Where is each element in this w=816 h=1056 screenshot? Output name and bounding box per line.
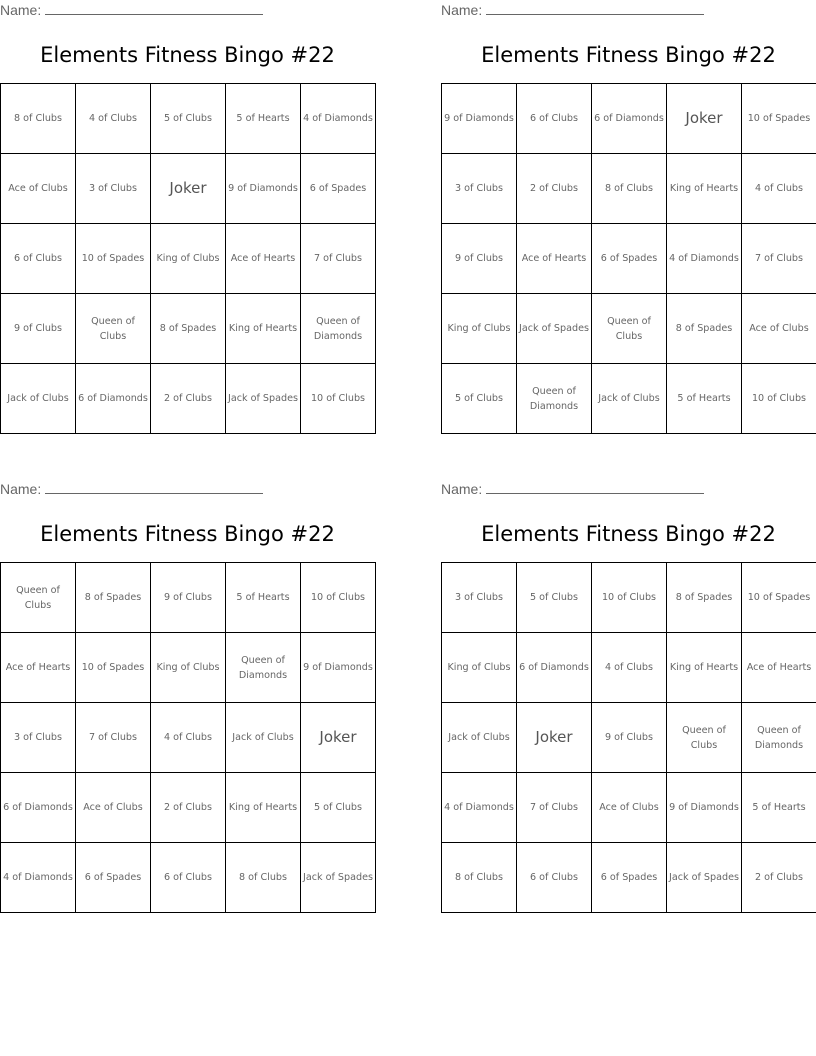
- bingo-cell: Jack of Spades: [226, 364, 301, 434]
- bingo-cell: Ace of Hearts: [517, 224, 592, 294]
- bingo-cell: Queen of Diamonds: [301, 294, 376, 364]
- card-title: Elements Fitness Bingo #22: [481, 522, 776, 546]
- bingo-cell: 4 of Diamonds: [442, 773, 517, 843]
- bingo-cell: King of Clubs: [442, 633, 517, 703]
- bingo-cell: King of Clubs: [442, 294, 517, 364]
- name-field[interactable]: [441, 0, 704, 20]
- grid-row: [442, 294, 816, 364]
- grid-row: [442, 773, 816, 843]
- bingo-cell: 6 of Clubs: [151, 843, 226, 913]
- bingo-cell: 10 of Clubs: [742, 364, 816, 434]
- name-label: Name:: [441, 481, 483, 497]
- grid-row: [1, 294, 376, 364]
- name-field[interactable]: [441, 479, 704, 499]
- bingo-cell: 5 of Hearts: [667, 364, 742, 434]
- bingo-cell: 9 of Diamonds: [667, 773, 742, 843]
- grid-row: [1, 703, 376, 773]
- grid-row: [442, 364, 816, 434]
- bingo-cell: 6 of Clubs: [1, 224, 76, 294]
- bingo-cell: King of Hearts: [226, 294, 301, 364]
- bingo-cell: Ace of Hearts: [1, 633, 76, 703]
- bingo-cell: 9 of Clubs: [151, 563, 226, 633]
- bingo-cell: Jack of Spades: [517, 294, 592, 364]
- bingo-cell: 6 of Diamonds: [592, 84, 667, 154]
- bingo-cell: Ace of Clubs: [76, 773, 151, 843]
- bingo-cell: 2 of Clubs: [742, 843, 816, 913]
- bingo-cell: 6 of Diamonds: [76, 364, 151, 434]
- bingo-grid: [441, 562, 816, 913]
- name-blank-line[interactable]: [45, 1, 263, 15]
- bingo-cell: 4 of Diamonds: [1, 843, 76, 913]
- bingo-cell: 10 of Spades: [742, 84, 816, 154]
- bingo-cell-joker: Joker: [151, 154, 226, 224]
- bingo-cell: 9 of Diamonds: [301, 633, 376, 703]
- bingo-cell: 5 of Clubs: [517, 563, 592, 633]
- bingo-cell: Jack of Clubs: [592, 364, 667, 434]
- bingo-cell: Ace of Clubs: [592, 773, 667, 843]
- bingo-cell: 10 of Clubs: [301, 563, 376, 633]
- grid-row: [442, 154, 816, 224]
- bingo-cell: 5 of Clubs: [301, 773, 376, 843]
- grid-row: [442, 224, 816, 294]
- bingo-cell: Queen of Diamonds: [742, 703, 816, 773]
- name-field[interactable]: [0, 0, 263, 20]
- bingo-cell: 9 of Clubs: [442, 224, 517, 294]
- bingo-cell: King of Hearts: [667, 154, 742, 224]
- bingo-cell: Ace of Clubs: [1, 154, 76, 224]
- bingo-grid: [441, 83, 816, 434]
- bingo-cell: 9 of Diamonds: [442, 84, 517, 154]
- bingo-cell: Jack of Clubs: [442, 703, 517, 773]
- bingo-cell: 10 of Clubs: [592, 563, 667, 633]
- bingo-cell: 9 of Diamonds: [226, 154, 301, 224]
- grid-row: [442, 843, 816, 913]
- name-label: Name:: [0, 481, 42, 497]
- bingo-cell: 5 of Clubs: [442, 364, 517, 434]
- bingo-cell: King of Hearts: [226, 773, 301, 843]
- bingo-cell: 8 of Spades: [667, 563, 742, 633]
- bingo-grid: [0, 562, 376, 913]
- bingo-cell: 10 of Spades: [742, 563, 816, 633]
- bingo-cell: 6 of Spades: [592, 843, 667, 913]
- bingo-cell: 9 of Clubs: [1, 294, 76, 364]
- bingo-cell: 8 of Clubs: [226, 843, 301, 913]
- bingo-cell: 4 of Clubs: [742, 154, 816, 224]
- bingo-cell-joker: Joker: [517, 703, 592, 773]
- bingo-cell: 4 of Clubs: [151, 703, 226, 773]
- bingo-cell: 6 of Clubs: [517, 843, 592, 913]
- bingo-cell: 5 of Hearts: [742, 773, 816, 843]
- bingo-cell: Queen of Clubs: [1, 563, 76, 633]
- grid-row: [1, 563, 376, 633]
- grid-row: [1, 633, 376, 703]
- bingo-cell: 8 of Spades: [667, 294, 742, 364]
- bingo-cell: Queen of Diamonds: [517, 364, 592, 434]
- card-title: Elements Fitness Bingo #22: [40, 43, 335, 67]
- bingo-cell: Queen of Clubs: [592, 294, 667, 364]
- bingo-cell: 4 of Clubs: [592, 633, 667, 703]
- bingo-cell: 6 of Spades: [76, 843, 151, 913]
- bingo-cell: Queen of Clubs: [667, 703, 742, 773]
- bingo-cell: 7 of Clubs: [76, 703, 151, 773]
- bingo-cell: 10 of Spades: [76, 224, 151, 294]
- bingo-cell: 4 of Diamonds: [301, 84, 376, 154]
- name-label: Name:: [0, 2, 42, 18]
- bingo-cell: 3 of Clubs: [442, 154, 517, 224]
- bingo-cell: 3 of Clubs: [442, 563, 517, 633]
- bingo-cell: Jack of Clubs: [1, 364, 76, 434]
- bingo-cell: 7 of Clubs: [742, 224, 816, 294]
- bingo-cell: Ace of Hearts: [742, 633, 816, 703]
- bingo-cell: 8 of Spades: [76, 563, 151, 633]
- bingo-cell: 6 of Spades: [301, 154, 376, 224]
- bingo-cell: Jack of Spades: [301, 843, 376, 913]
- bingo-cell: 4 of Clubs: [76, 84, 151, 154]
- bingo-cell-joker: Joker: [301, 703, 376, 773]
- bingo-cell: Jack of Clubs: [226, 703, 301, 773]
- name-label: Name:: [441, 2, 483, 18]
- bingo-cell: 2 of Clubs: [517, 154, 592, 224]
- grid-row: [442, 633, 816, 703]
- card-title: Elements Fitness Bingo #22: [481, 43, 776, 67]
- bingo-cell: 6 of Diamonds: [517, 633, 592, 703]
- bingo-cell: 4 of Diamonds: [667, 224, 742, 294]
- bingo-cell: Queen of Clubs: [76, 294, 151, 364]
- name-blank-line[interactable]: [486, 480, 704, 494]
- bingo-cell: 6 of Spades: [592, 224, 667, 294]
- bingo-cell: 3 of Clubs: [76, 154, 151, 224]
- name-blank-line[interactable]: [45, 480, 263, 494]
- bingo-cell: 8 of Spades: [151, 294, 226, 364]
- bingo-cell: 5 of Hearts: [226, 84, 301, 154]
- name-field[interactable]: [0, 479, 263, 499]
- grid-row: [1, 224, 376, 294]
- bingo-cell: 10 of Spades: [76, 633, 151, 703]
- bingo-cell: 10 of Clubs: [301, 364, 376, 434]
- bingo-cell: 5 of Clubs: [151, 84, 226, 154]
- bingo-cell: King of Hearts: [667, 633, 742, 703]
- bingo-cell: 8 of Clubs: [1, 84, 76, 154]
- bingo-cell: King of Clubs: [151, 224, 226, 294]
- grid-row: [442, 703, 816, 773]
- grid-row: [442, 563, 816, 633]
- bingo-cell: 6 of Diamonds: [1, 773, 76, 843]
- grid-row: [1, 773, 376, 843]
- bingo-cell: 8 of Clubs: [592, 154, 667, 224]
- card-title: Elements Fitness Bingo #22: [40, 522, 335, 546]
- bingo-cell: 5 of Hearts: [226, 563, 301, 633]
- bingo-cell: Queen of Diamonds: [226, 633, 301, 703]
- grid-row: [1, 843, 376, 913]
- grid-row: [1, 364, 376, 434]
- bingo-cell: 7 of Clubs: [517, 773, 592, 843]
- bingo-cell: 7 of Clubs: [301, 224, 376, 294]
- grid-row: [1, 154, 376, 224]
- bingo-cell: Jack of Spades: [667, 843, 742, 913]
- name-blank-line[interactable]: [486, 1, 704, 15]
- bingo-cell: 3 of Clubs: [1, 703, 76, 773]
- bingo-cell: Ace of Clubs: [742, 294, 816, 364]
- grid-row: [1, 84, 376, 154]
- bingo-cell: 6 of Clubs: [517, 84, 592, 154]
- bingo-cell: 2 of Clubs: [151, 773, 226, 843]
- bingo-cell: King of Clubs: [151, 633, 226, 703]
- bingo-cell: Ace of Hearts: [226, 224, 301, 294]
- bingo-grid: [0, 83, 376, 434]
- bingo-cell-joker: Joker: [667, 84, 742, 154]
- grid-row: [442, 84, 816, 154]
- bingo-cell: 8 of Clubs: [442, 843, 517, 913]
- bingo-cell: 2 of Clubs: [151, 364, 226, 434]
- bingo-cell: 9 of Clubs: [592, 703, 667, 773]
